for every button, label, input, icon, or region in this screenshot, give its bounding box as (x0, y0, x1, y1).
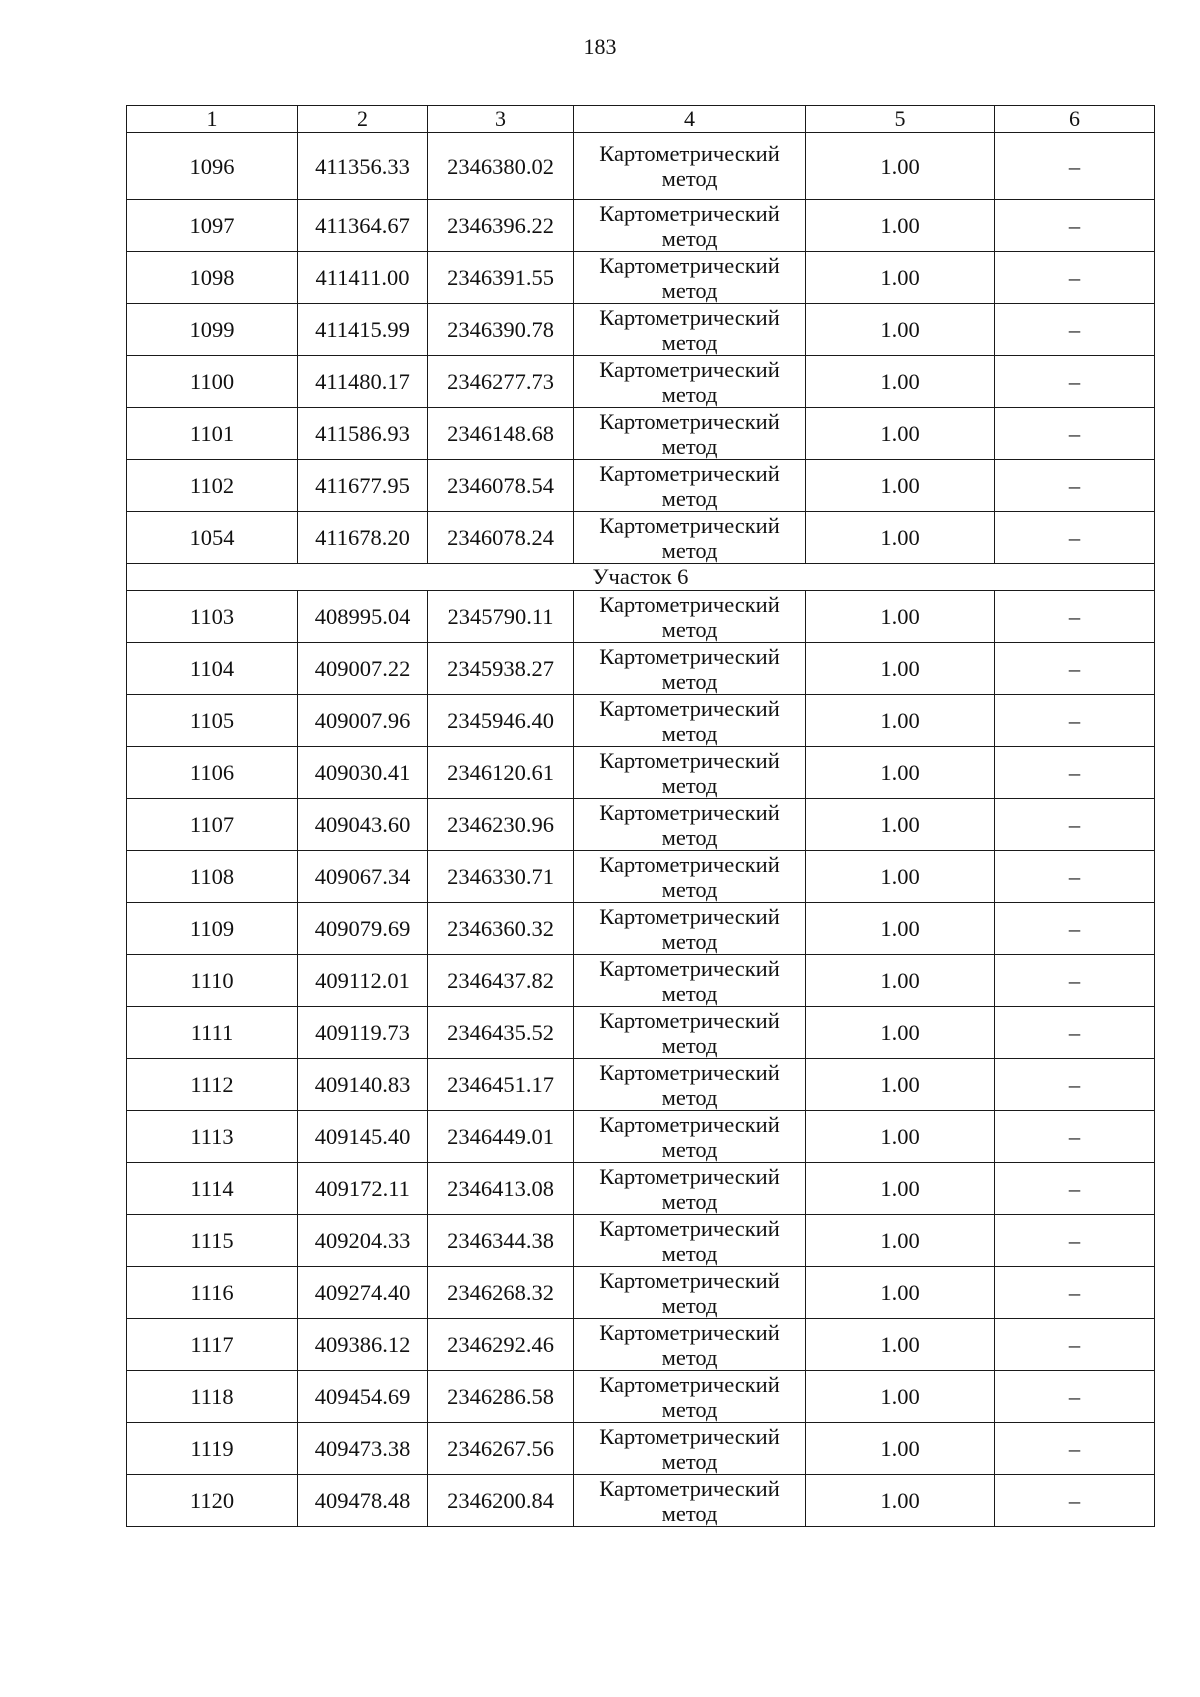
method-line-1: Картометрический (599, 695, 780, 721)
method-line-1: Картометрический (599, 1319, 780, 1345)
column-header: 5 (806, 106, 995, 133)
method-line-1: Картометрический (599, 512, 780, 538)
method-line-2: метод (661, 277, 718, 303)
table-row (127, 1267, 1155, 1319)
x-coordinate-cell: 411677.95 (298, 460, 428, 512)
y-coordinate-cell: 2346451.17 (428, 1059, 574, 1111)
point-number-cell: 1115 (127, 1215, 298, 1267)
y-coordinate-cell: 2346449.01 (428, 1111, 574, 1163)
note-cell: – (995, 512, 1155, 564)
accuracy-cell: 1.00 (806, 1163, 995, 1215)
table-row (127, 1319, 1155, 1371)
table-row (127, 133, 1155, 200)
table-row (127, 1163, 1155, 1215)
method-cell (574, 133, 806, 200)
table-row (127, 799, 1155, 851)
point-number-cell: 1101 (127, 408, 298, 460)
x-coordinate-cell: 411411.00 (298, 252, 428, 304)
y-coordinate-cell: 2346360.32 (428, 903, 574, 955)
note-cell: – (995, 408, 1155, 460)
method-cell (574, 1215, 806, 1267)
table-header-row (127, 106, 1155, 133)
y-coordinate-cell: 2346344.38 (428, 1215, 574, 1267)
method-line-1: Картометрический (599, 252, 780, 278)
x-coordinate-cell: 409172.11 (298, 1163, 428, 1215)
method-line-1: Картометрический (599, 1371, 780, 1397)
y-coordinate-cell: 2346437.82 (428, 955, 574, 1007)
point-number-cell: 1120 (127, 1475, 298, 1527)
method-cell (574, 408, 806, 460)
method-cell (574, 512, 806, 564)
accuracy-cell: 1.00 (806, 1267, 995, 1319)
method-cell (574, 200, 806, 252)
method-line-1: Картометрический (599, 141, 780, 166)
method-line-1: Картометрический (599, 1007, 780, 1033)
accuracy-cell: 1.00 (806, 747, 995, 799)
accuracy-cell: 1.00 (806, 512, 995, 564)
note-cell: – (995, 133, 1155, 200)
y-coordinate-cell: 2346200.84 (428, 1475, 574, 1527)
note-cell: – (995, 695, 1155, 747)
method-line-2: метод (661, 1396, 718, 1422)
note-cell: – (995, 799, 1155, 851)
method-line-2: метод (661, 1032, 718, 1058)
method-cell (574, 1475, 806, 1527)
point-number-cell: 1110 (127, 955, 298, 1007)
x-coordinate-cell: 409145.40 (298, 1111, 428, 1163)
method-line-2: метод (661, 1188, 718, 1214)
column-header: 2 (298, 106, 428, 133)
y-coordinate-cell: 2346277.73 (428, 356, 574, 408)
x-coordinate-cell: 409119.73 (298, 1007, 428, 1059)
note-cell: – (995, 955, 1155, 1007)
note-cell: – (995, 1111, 1155, 1163)
accuracy-cell: 1.00 (806, 408, 995, 460)
point-number-cell: 1100 (127, 356, 298, 408)
x-coordinate-cell: 409043.60 (298, 799, 428, 851)
accuracy-cell: 1.00 (806, 903, 995, 955)
method-line-1: Картометрический (599, 747, 780, 773)
table-row (127, 356, 1155, 408)
x-coordinate-cell: 409473.38 (298, 1423, 428, 1475)
method-line-2: метод (661, 225, 718, 251)
section-title: Участок 6 (127, 564, 1155, 591)
method-cell (574, 356, 806, 408)
method-line-2: метод (661, 616, 718, 642)
note-cell: – (995, 1059, 1155, 1111)
x-coordinate-cell: 409274.40 (298, 1267, 428, 1319)
table-row (127, 1007, 1155, 1059)
accuracy-cell: 1.00 (806, 1007, 995, 1059)
x-coordinate-cell: 409478.48 (298, 1475, 428, 1527)
point-number-cell: 1106 (127, 747, 298, 799)
method-line-1: Картометрический (599, 1267, 780, 1293)
method-cell (574, 1059, 806, 1111)
column-header: 6 (995, 106, 1155, 133)
method-line-1: Картометрический (599, 1163, 780, 1189)
point-number-cell: 1109 (127, 903, 298, 955)
y-coordinate-cell: 2346120.61 (428, 747, 574, 799)
y-coordinate-cell: 2346396.22 (428, 200, 574, 252)
x-coordinate-cell: 411480.17 (298, 356, 428, 408)
point-number-cell: 1111 (127, 1007, 298, 1059)
y-coordinate-cell: 2346390.78 (428, 304, 574, 356)
x-coordinate-cell: 411364.67 (298, 200, 428, 252)
method-line-2: метод (661, 668, 718, 694)
method-line-1: Картометрический (599, 408, 780, 434)
table-row (127, 200, 1155, 252)
accuracy-cell: 1.00 (806, 1111, 995, 1163)
method-line-2: метод (661, 537, 718, 563)
method-line-1: Картометрический (599, 1475, 780, 1501)
point-number-cell: 1107 (127, 799, 298, 851)
method-line-2: метод (661, 824, 718, 850)
method-line-1: Картометрический (599, 1215, 780, 1241)
note-cell: – (995, 1215, 1155, 1267)
method-line-1: Картометрический (599, 1111, 780, 1137)
method-cell (574, 1007, 806, 1059)
accuracy-cell: 1.00 (806, 133, 995, 200)
point-number-cell: 1118 (127, 1371, 298, 1423)
method-cell (574, 695, 806, 747)
method-line-2: метод (661, 1344, 718, 1370)
point-number-cell: 1096 (127, 133, 298, 200)
y-coordinate-cell: 2346078.24 (428, 512, 574, 564)
y-coordinate-cell: 2346267.56 (428, 1423, 574, 1475)
column-header: 3 (428, 106, 574, 133)
note-cell: – (995, 304, 1155, 356)
page-number: 183 (583, 34, 617, 59)
y-coordinate-cell: 2345938.27 (428, 643, 574, 695)
method-line-1: Картометрический (599, 304, 780, 330)
table-row (127, 460, 1155, 512)
method-line-1: Картометрический (599, 460, 780, 486)
table-row (127, 408, 1155, 460)
y-coordinate-cell: 2346078.54 (428, 460, 574, 512)
method-cell (574, 1267, 806, 1319)
method-line-2: метод (661, 485, 718, 511)
y-coordinate-cell: 2346148.68 (428, 408, 574, 460)
method-cell (574, 460, 806, 512)
method-cell (574, 1371, 806, 1423)
note-cell: – (995, 356, 1155, 408)
note-cell: – (995, 1007, 1155, 1059)
x-coordinate-cell: 411415.99 (298, 304, 428, 356)
method-line-1: Картометрический (599, 903, 780, 929)
accuracy-cell: 1.00 (806, 1423, 995, 1475)
method-line-2: метод (661, 1240, 718, 1266)
accuracy-cell: 1.00 (806, 200, 995, 252)
y-coordinate-cell: 2346380.02 (428, 133, 574, 200)
note-cell: – (995, 643, 1155, 695)
method-cell (574, 1163, 806, 1215)
method-cell (574, 591, 806, 643)
point-number-cell: 1112 (127, 1059, 298, 1111)
method-line-2: метод (661, 1448, 718, 1474)
method-line-1: Картометрический (599, 591, 780, 617)
method-cell (574, 903, 806, 955)
method-line-2: метод (661, 1084, 718, 1110)
method-cell (574, 799, 806, 851)
method-line-1: Картометрический (599, 356, 780, 382)
x-coordinate-cell: 411678.20 (298, 512, 428, 564)
section-row (127, 564, 1155, 591)
table-row (127, 955, 1155, 1007)
table-row (127, 304, 1155, 356)
point-number-cell: 1117 (127, 1319, 298, 1371)
point-number-cell: 1105 (127, 695, 298, 747)
y-coordinate-cell: 2346286.58 (428, 1371, 574, 1423)
y-coordinate-cell: 2346230.96 (428, 799, 574, 851)
method-cell (574, 1111, 806, 1163)
method-line-2: метод (661, 433, 718, 459)
y-coordinate-cell: 2345946.40 (428, 695, 574, 747)
point-number-cell: 1119 (127, 1423, 298, 1475)
note-cell: – (995, 747, 1155, 799)
accuracy-cell: 1.00 (806, 695, 995, 747)
note-cell: – (995, 252, 1155, 304)
point-number-cell: 1097 (127, 200, 298, 252)
y-coordinate-cell: 2346413.08 (428, 1163, 574, 1215)
x-coordinate-cell: 409067.34 (298, 851, 428, 903)
x-coordinate-cell: 411586.93 (298, 408, 428, 460)
table-row (127, 851, 1155, 903)
accuracy-cell: 1.00 (806, 643, 995, 695)
point-number-cell: 1102 (127, 460, 298, 512)
column-header: 1 (127, 106, 298, 133)
method-line-2: метод (661, 1136, 718, 1162)
accuracy-cell: 1.00 (806, 1319, 995, 1371)
method-line-2: метод (661, 329, 718, 355)
x-coordinate-cell: 409007.96 (298, 695, 428, 747)
method-line-1: Картометрический (599, 200, 780, 226)
point-number-cell: 1114 (127, 1163, 298, 1215)
point-number-cell: 1108 (127, 851, 298, 903)
table-row (127, 1059, 1155, 1111)
column-header: 4 (574, 106, 806, 133)
x-coordinate-cell: 408995.04 (298, 591, 428, 643)
point-number-cell: 1116 (127, 1267, 298, 1319)
method-line-2: метод (661, 1500, 718, 1526)
x-coordinate-cell: 409204.33 (298, 1215, 428, 1267)
note-cell: – (995, 1267, 1155, 1319)
method-line-2: метод (661, 381, 718, 407)
x-coordinate-cell: 409454.69 (298, 1371, 428, 1423)
method-line-1: Картометрический (599, 955, 780, 981)
accuracy-cell: 1.00 (806, 460, 995, 512)
method-cell (574, 643, 806, 695)
y-coordinate-cell: 2346330.71 (428, 851, 574, 903)
table-body (127, 133, 1155, 1527)
method-line-1: Картометрический (599, 851, 780, 877)
table-row (127, 643, 1155, 695)
method-cell (574, 851, 806, 903)
point-number-cell: 1098 (127, 252, 298, 304)
x-coordinate-cell: 411356.33 (298, 133, 428, 200)
table-row (127, 1423, 1155, 1475)
y-coordinate-cell: 2346391.55 (428, 252, 574, 304)
table-row (127, 747, 1155, 799)
table-row (127, 1111, 1155, 1163)
method-line-2: метод (661, 166, 718, 191)
table-row (127, 903, 1155, 955)
table-row (127, 591, 1155, 643)
y-coordinate-cell: 2346292.46 (428, 1319, 574, 1371)
table-row (127, 695, 1155, 747)
accuracy-cell: 1.00 (806, 1371, 995, 1423)
method-cell (574, 955, 806, 1007)
x-coordinate-cell: 409030.41 (298, 747, 428, 799)
note-cell: – (995, 903, 1155, 955)
coordinates-table (126, 105, 1155, 1527)
point-number-cell: 1103 (127, 591, 298, 643)
method-line-2: метод (661, 876, 718, 902)
method-cell (574, 1319, 806, 1371)
x-coordinate-cell: 409007.22 (298, 643, 428, 695)
y-coordinate-cell: 2346435.52 (428, 1007, 574, 1059)
x-coordinate-cell: 409112.01 (298, 955, 428, 1007)
table-row (127, 252, 1155, 304)
method-line-2: метод (661, 928, 718, 954)
note-cell: – (995, 200, 1155, 252)
accuracy-cell: 1.00 (806, 304, 995, 356)
table-row (127, 1215, 1155, 1267)
point-number-cell: 1054 (127, 512, 298, 564)
x-coordinate-cell: 409140.83 (298, 1059, 428, 1111)
method-line-2: метод (661, 980, 718, 1006)
method-line-1: Картометрический (599, 799, 780, 825)
table-row (127, 1475, 1155, 1527)
accuracy-cell: 1.00 (806, 799, 995, 851)
point-number-cell: 1104 (127, 643, 298, 695)
note-cell: – (995, 591, 1155, 643)
method-line-2: метод (661, 772, 718, 798)
point-number-cell: 1113 (127, 1111, 298, 1163)
note-cell: – (995, 460, 1155, 512)
x-coordinate-cell: 409079.69 (298, 903, 428, 955)
point-number-cell: 1099 (127, 304, 298, 356)
note-cell: – (995, 1319, 1155, 1371)
method-line-1: Картометрический (599, 643, 780, 669)
table-row (127, 1371, 1155, 1423)
method-cell (574, 304, 806, 356)
y-coordinate-cell: 2346268.32 (428, 1267, 574, 1319)
x-coordinate-cell: 409386.12 (298, 1319, 428, 1371)
note-cell: – (995, 1475, 1155, 1527)
note-cell: – (995, 1163, 1155, 1215)
accuracy-cell: 1.00 (806, 851, 995, 903)
accuracy-cell: 1.00 (806, 1475, 995, 1527)
method-cell (574, 252, 806, 304)
note-cell: – (995, 1371, 1155, 1423)
accuracy-cell: 1.00 (806, 1215, 995, 1267)
method-cell (574, 747, 806, 799)
method-line-2: метод (661, 1292, 718, 1318)
accuracy-cell: 1.00 (806, 356, 995, 408)
method-cell (574, 1423, 806, 1475)
accuracy-cell: 1.00 (806, 252, 995, 304)
note-cell: – (995, 851, 1155, 903)
accuracy-cell: 1.00 (806, 1059, 995, 1111)
note-cell: – (995, 1423, 1155, 1475)
y-coordinate-cell: 2345790.11 (428, 591, 574, 643)
accuracy-cell: 1.00 (806, 955, 995, 1007)
table-row (127, 512, 1155, 564)
accuracy-cell: 1.00 (806, 591, 995, 643)
method-line-2: метод (661, 720, 718, 746)
method-line-1: Картометрический (599, 1423, 780, 1449)
method-line-1: Картометрический (599, 1059, 780, 1085)
